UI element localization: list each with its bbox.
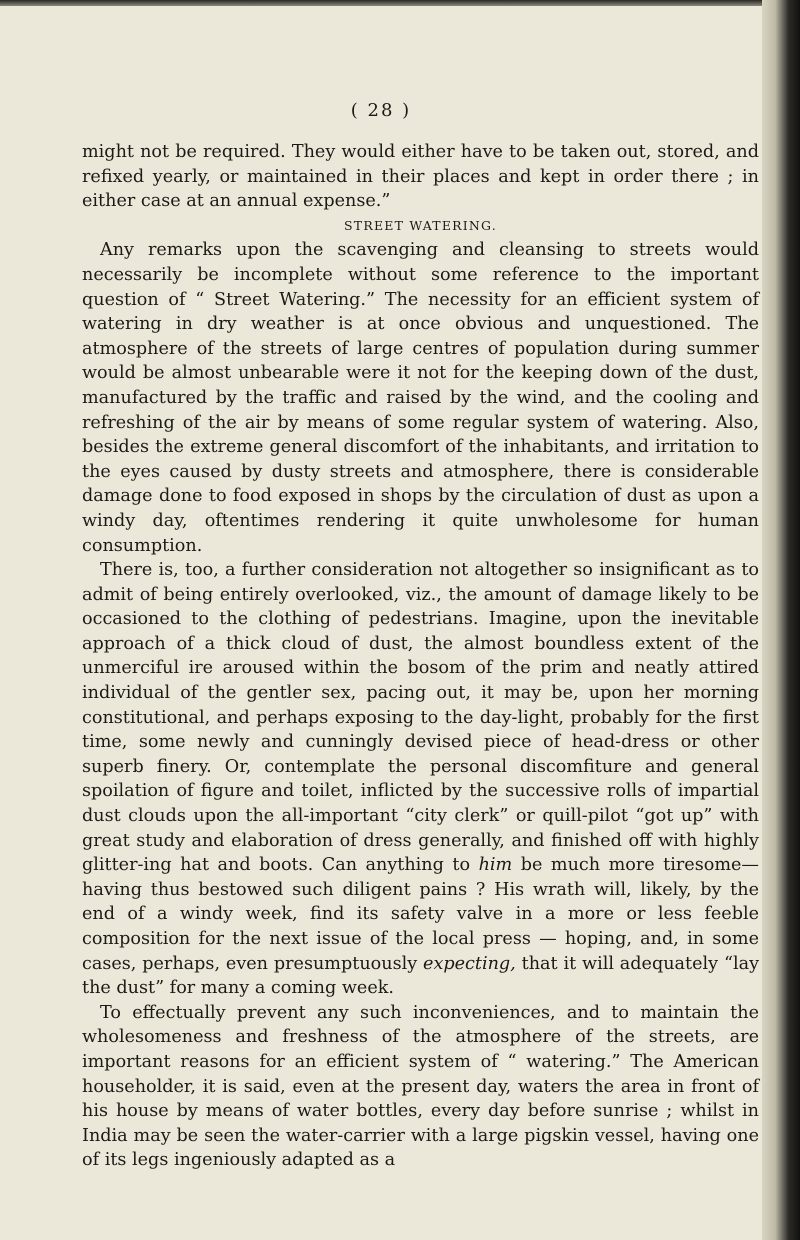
paragraph-text: There is, too, a further consideration not altogether so insignificant as to admit of being entirely overlooked, viz., the amount of damage likely to be occasioned to the clothing of pedestrians. Imagine, upon the inevitable approach of a thick cloud of dust, the almost boundless extent of the unmerciful ire aroused within the bosom of the prim and neatly attired individual of the gentler sex, pacing out, it may be, upon her morning constitutional, and perhaps exposing to the day-light, probably for the first time, some newly and cunningly devised piece of head-dress or other superb finery. Or, contemplate the personal discomfiture and general spoilation of figure and toilet, inflicted by the successive rolls of impartial dust clouds upon the all-important “city clerk” or quill-pilot “got up” with great study and elaboration of dress generally, and finished off with highly glitter-ing hat and boots. Can anything to	[82, 560, 759, 876]
paragraph-text: that it will adequately “lay the dust” for many a coming week.	[82, 953, 760, 999]
page-number: ( 28 )	[350, 100, 412, 121]
italic-word-expecting: expecting,	[423, 953, 516, 974]
paragraph-text: be much more tiresome—having thus bestowed such diligent pains ? His wrath will, likely, by the end of a windy week, find its safety valve in a more or less feeble composition for the next issue of the local press — hoping, and, in some cases, perhaps, even presumptuously	[82, 855, 760, 974]
paragraph: To effectually prevent any such inconveniences, and to maintain the wholesomeness and freshness of the atmosphere of the streets, are important reasons for an efficient system of “ watering.” The American householder, it is said, even at the present day, waters the area in front of his house by means of water bottles, every day before sunrise ; whilst in India may be seen the water-carrier with a large pigskin vessel, having one of its legs ingeniously adapted as a	[82, 1002, 759, 1171]
paragraph-continuation: might not be required. They would either have to be taken out, stored, and refixed yearly, or maintained in their places and kept in order there ; in either case at an annual expense.”	[82, 142, 759, 212]
italic-word-him: him	[478, 855, 513, 876]
paragraph	[82, 558, 759, 1001]
book-spine-shadow	[762, 0, 800, 1240]
paragraph: Any remarks upon the scavenging and cleansing to streets would necessarily be incomplete without some reference to the important question of “ Street Watering.” The necessity for an efficient system of watering in dry weather is at once obvious and unquestioned. The atmosphere of the streets of large centres of population during summer would be almost unbearable were it not for the keeping down of the dust, manufactured by the traffic and raised by the wind, and the cooling and refreshing of the air by means of some regular system of watering. Also, besides the extreme general discomfort of the inhabitants, and irritation to the eyes caused by dusty streets and atmosphere, there is considerable damage done to food exposed in shops by the circulation of dust as upon a windy day, oftentimes rendering it quite unwholesome for human consumption.	[82, 240, 759, 556]
body-text	[82, 140, 759, 1173]
page-top-edge	[0, 0, 800, 6]
section-heading: STREET WATERING.	[344, 217, 497, 233]
